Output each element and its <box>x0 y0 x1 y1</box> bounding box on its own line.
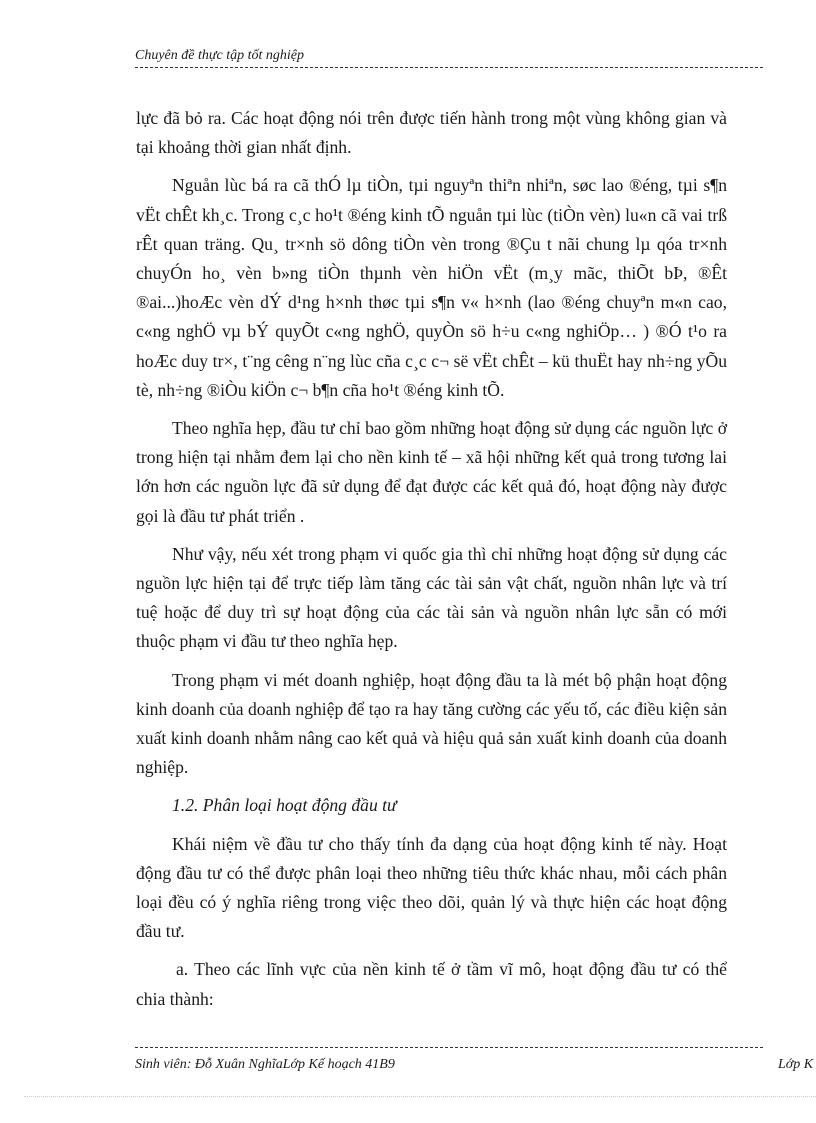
document-body <box>136 104 727 1023</box>
page-bottom-divider <box>24 1096 816 1097</box>
section-heading: 1.2. Phân loại hoạt động đầu tư <box>172 795 397 816</box>
list-item-a: a. Theo các lĩnh vực của nền kinh tế ở tầm vĩ mô, hoạt động đầu tư có thể chia thành: <box>136 959 727 1009</box>
paragraph-resources: Nguån lùc bá ra cã thÓ lµ tiÒn, tµi nguyªn thiªn nhiªn, søc lao ®éng, tµi s¶n vËt chÊt kh¸c. Trong c¸c ho¹t ®éng kinh tÕ nguån tµi lùc (tiÒn vèn) lu«n cã vai trß rÊt quan träng. Qu¸ tr×nh sö dông tiÒn vèn trong ®Çu t nãi chung lµ qóa tr×nh chuyÓn ho¸ vèn b»ng tiÒn thµnh vèn hiÖn vËt (m¸y mãc, thiÕt bÞ, ®Êt ®ai...)hoÆc vèn dÝ d¹ng h×nh thøc tµi s¶n v« h×nh (lao ®éng chuyªn m«n cao, c«ng nghÖ vµ bÝ quyÕt c«ng nghÖ, quyÒn sö h÷u c«ng nghiÖp… ) ®Ó t¹o ra hoÆc duy tr×, t¨ng cêng n¨ng lùc cña c¸c c¬ së vËt chÊt – kü thuËt hay nh÷ng yÕu tè, nh÷ng ®iÒu kiÖn c¬ b¶n cña ho¹t ®éng kinh tÕ. <box>136 175 727 400</box>
paragraph-enterprise-scope: Trong phạm vi mét doanh nghiệp, hoạt động đầu ta là mét bộ phận hoạt động kinh doanh của doanh nghiệp để tạo ra hay tăng cường các yếu tố, các điều kiện sản xuất kinh doanh nhằm nâng cao kết quả và hiệu quả sản xuất kinh doanh của doanh nghiệp. <box>136 669 727 778</box>
header-title: Chuyên đề thực tập tốt nghiệp <box>135 48 308 63</box>
footer-class-label: Lớp K <box>778 1057 814 1072</box>
header-rule <box>135 67 763 68</box>
page-header <box>135 48 763 68</box>
paragraph-national-scope: Như vậy, nếu xét trong phạm vi quốc gia thì chỉ những hoạt động sử dụng các nguồn lực hiện tại để trực tiếp làm tăng các tài sản vật chất, nguồn nhân lực và trí tuệ hoặc để duy trì sự hoạt động của các tài sản và nguồn nhân lực sẵn có mới thuộc phạm vi đầu tư theo nghĩa hẹp. <box>136 543 727 652</box>
paragraph-classification-intro: Khái niệm về đầu tư cho thấy tính đa dạng của hoạt động kinh tế này. Hoạt động đầu tư có thể được phân loại theo những tiêu thức khác nhau, mỗi cách phân loại đều có ý nghĩa riêng trong việc theo dõi, quản lý và thực hiện các hoạt động đầu tư. <box>136 833 727 942</box>
page-footer <box>135 1047 816 1072</box>
footer-rule <box>135 1047 763 1048</box>
paragraph-continuation: lực đã bỏ ra. Các hoạt động nói trên được tiến hành trong một vùng không gian và tại khoảng thời gian nhất định. <box>136 108 727 158</box>
footer-student: Sinh viên: Đỗ Xuân NghĩaLớp Kế hoạch 41B9 <box>135 1057 395 1072</box>
paragraph-narrow-definition: Theo nghĩa hẹp, đầu tư chỉ bao gồm những hoạt động sử dụng các nguồn lực ở trong hiện tại nhằm đem lại cho nền kinh tế – xã hội những kết quả trong tương lai lớn hơn các nguồn lực đã sử dụng để đạt được các kết quả đó, hoạt động này được gọi là đầu tư phát triển . <box>136 418 727 526</box>
